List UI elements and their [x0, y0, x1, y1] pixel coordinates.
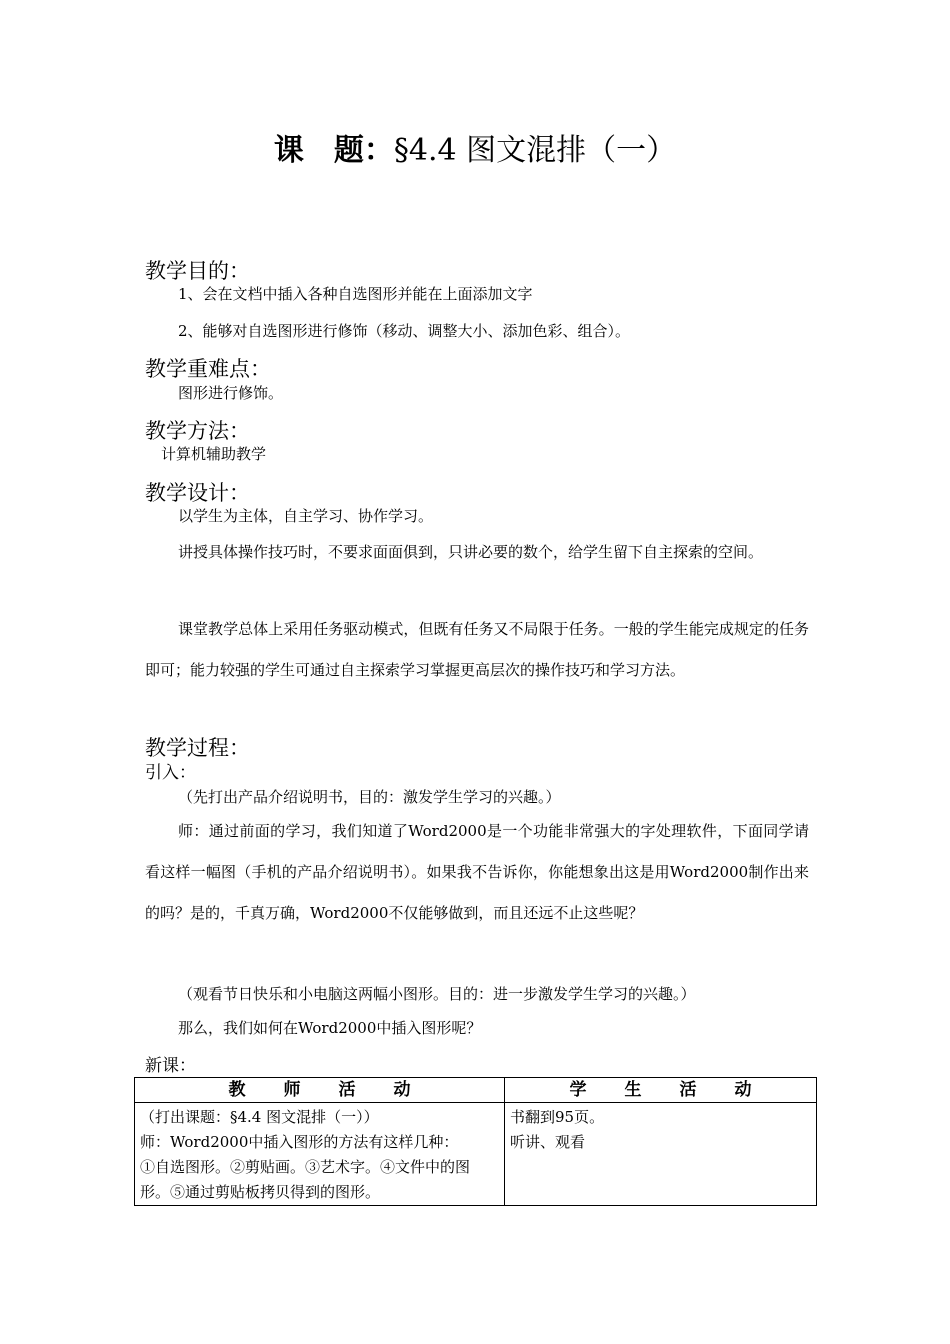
intro-paragraph-3: （观看节日快乐和小电脑这两幅小图形。目的：进一步激发学生学习的兴趣。）	[178, 985, 696, 1003]
table-row	[135, 1103, 817, 1206]
method-heading: 教学方法：	[145, 419, 250, 443]
difficulty-text: 图形进行修饰。	[178, 384, 284, 402]
student-activity-cell	[505, 1103, 817, 1206]
objective-item-1: 1、会在文档中插入各种自选图形并能在上面添加文字	[178, 285, 533, 303]
teacher-line: 师：Word2000中插入图形的方法有这样几种：	[140, 1133, 459, 1151]
student-activity-header: 学生活动	[505, 1078, 817, 1103]
design-paragraph-3: 课堂教学总体上采用任务驱动模式，但既有任务又不局限于任务。一般的学生能完成规定的任务即可；能力较强的学生可通过自主探索学习掌握更高层次的操作技巧和学习方法。	[145, 620, 809, 679]
design-paragraph-2: 讲授具体操作技巧时，不要求面面俱到，只讲必要的数个，给学生留下自主探索的空间。	[178, 543, 764, 561]
method-text: 计算机辅助教学	[161, 445, 267, 463]
intro-paragraph-1: （先打出产品介绍说明书，目的：激发学生学习的兴趣。）	[178, 788, 561, 806]
intro-paragraph-4: 那么，我们如何在Word2000中插入图形呢？	[178, 1019, 482, 1037]
title-text: §4.4 图文混排（一）	[393, 133, 677, 168]
title-label: 课 题：	[273, 133, 394, 168]
teacher-activity-cell	[135, 1103, 505, 1206]
table-header-row	[135, 1078, 817, 1103]
objectives-heading: 教学目的：	[145, 259, 250, 283]
activity-table	[134, 1077, 817, 1206]
student-line: 书翻到95页。	[510, 1108, 605, 1126]
objective-item-2: 2、能够对自选图形进行修饰（移动、调整大小、添加色彩、组合）。	[178, 322, 631, 340]
teacher-activity-header: 教师活动	[135, 1078, 505, 1103]
design-paragraph-1: 以学生为主体，自主学习、协作学习。	[178, 507, 434, 525]
student-line: 听讲、观看	[510, 1133, 586, 1151]
intro-label: 引入：	[145, 763, 196, 783]
teacher-line: ①自选图形。②剪贴画。③艺术字。④文件中的图形。⑤通过剪贴板拷贝得到的图形。	[140, 1158, 471, 1201]
new-lesson-label: 新课：	[145, 1056, 196, 1076]
design-heading: 教学设计：	[145, 481, 250, 505]
teacher-line: （打出课题：§4.4 图文混排（一））	[140, 1108, 379, 1126]
process-heading: 教学过程：	[145, 736, 250, 760]
difficulty-heading: 教学重难点：	[145, 357, 271, 381]
intro-paragraph-2: 师：通过前面的学习，我们知道了Word2000是一个功能非常强大的字处理软件，下面同学请看这样一幅图（手机的产品介绍说明书）。如果我不告诉你，你能想象出这是用Word2000制作出来的吗？是的，千真万确，Word2000不仅能够做到，而且还远不止这些呢？	[145, 822, 809, 922]
page-title	[0, 128, 950, 174]
